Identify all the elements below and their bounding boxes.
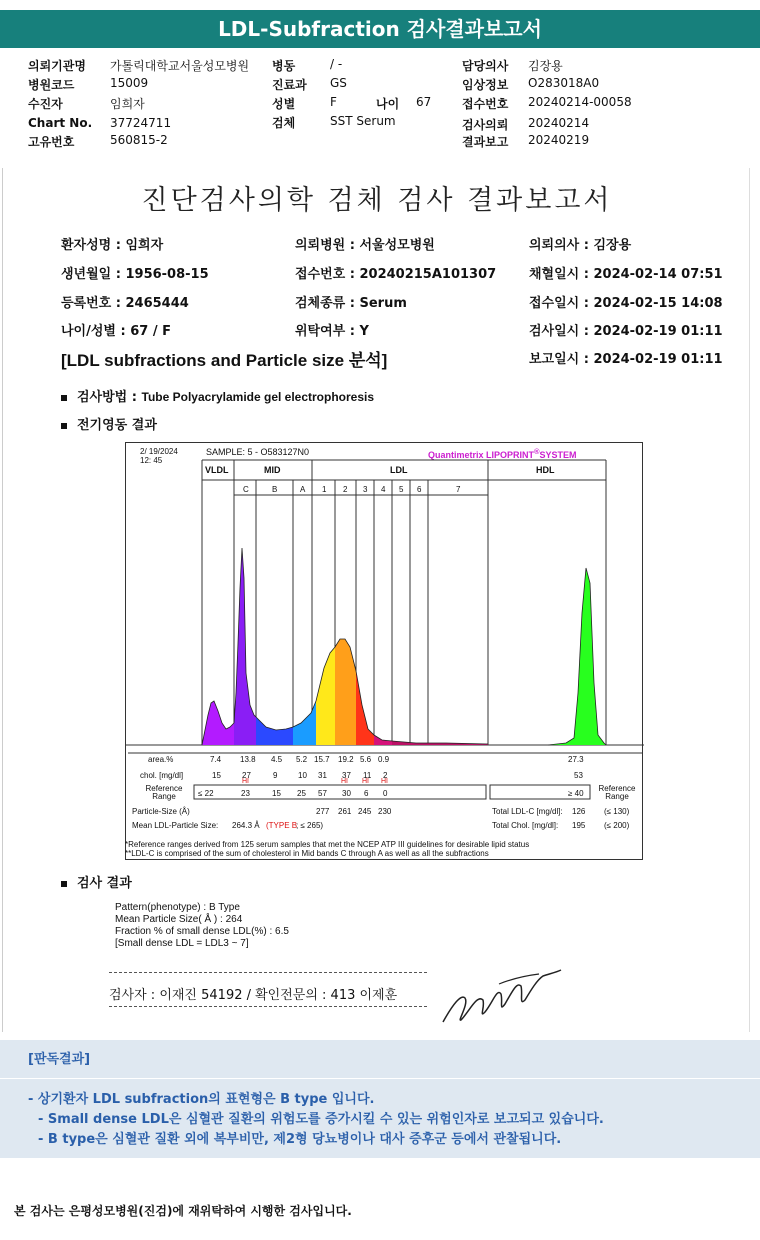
interpretation-line: - 상기환자 LDL subfraction의 표현형은 B type 입니다. — [28, 1092, 375, 1107]
lp-area-value: 0.9 — [378, 755, 390, 764]
method-value: Tube Polyacrylamide gel electrophoresis — [141, 390, 375, 404]
lp-area-value: 4.5 — [271, 755, 283, 764]
lp-ref-value: 30 — [342, 789, 351, 798]
info-specimen: 검체종류 : Serum — [295, 296, 407, 311]
info-collected: 채혈일시 : 2024-02-14 07:51 — [529, 267, 723, 282]
method-row — [61, 386, 374, 405]
lp-mean-limit: ; ≤ 265) — [296, 821, 324, 830]
result-line: Pattern(phenotype) : B Type — [115, 902, 240, 913]
info-registration: 등록번호 : 2465444 — [61, 296, 189, 311]
divider — [109, 972, 427, 973]
lp-row-chol-label: chol. [mg/dl] — [140, 771, 184, 780]
lp-ref-right-label: Reference Range — [598, 784, 636, 801]
lp-row-area-label: area.% — [148, 755, 174, 764]
lp-band: A — [300, 485, 306, 494]
result-line: Fraction % of small dense LDL(%) : 6.5 — [115, 926, 289, 937]
info-age-sex: 나이/성별 : 67 / F — [61, 324, 172, 339]
header-value: 560815-2 — [110, 133, 168, 147]
info-tested: 검사일시 : 2024-02-19 01:11 — [529, 324, 723, 339]
header-label: 담당의사 — [462, 59, 509, 73]
header-label: 진료과 — [272, 78, 307, 92]
lp-chol-value: 15 — [212, 771, 221, 780]
header-label: 임상정보 — [462, 78, 509, 92]
info-hospital: 의뢰병원 : 서울성모병원 — [295, 238, 435, 253]
lp-area-value: 27.3 — [568, 755, 584, 764]
lipoprint-notes — [125, 840, 529, 858]
lp-total-ldl-ref: (≤ 130) — [604, 807, 630, 816]
info-doctor: 의뢰의사 : 김장용 — [529, 238, 632, 253]
note-line: **LDL-C is comprised of the sum of cholesterol in Mid bands C through A as well as all the subfractions — [125, 849, 489, 858]
divider — [109, 1006, 427, 1007]
results-block — [115, 902, 289, 950]
lp-group-hdl: HDL — [536, 465, 555, 475]
peak-mid-c — [234, 548, 256, 745]
lp-group-vldl: VLDL — [205, 465, 229, 475]
lp-row-mean-label: Mean LDL-Particle Size: — [132, 821, 219, 830]
lp-ref-value: 25 — [297, 789, 306, 798]
lp-band: C — [243, 485, 249, 494]
lp-ref-value: 6 — [364, 789, 369, 798]
lp-ref-value: 57 — [318, 789, 327, 798]
interpretation-panel — [0, 1040, 760, 1158]
header-label: 고유번호 — [28, 135, 75, 149]
info-accession: 접수번호 : 20240215A101307 — [295, 267, 497, 282]
footer-note: 본 검사는 은평성모병원(진검)에 재위탁하여 시행한 검사입니다. — [14, 1204, 352, 1218]
header-value: O283018A0 — [528, 76, 600, 90]
lp-chol-value: 2 — [383, 771, 388, 780]
header-label: 수진자 — [28, 97, 63, 111]
lp-hi-flag: HI — [381, 778, 388, 785]
lp-size-value: 277 — [316, 807, 330, 816]
peak-mid-a — [293, 701, 316, 745]
lp-total-chol-ref: (≤ 200) — [604, 821, 630, 830]
lp-total-ldl-label: Total LDL-C [mg/dl]: — [492, 807, 563, 816]
interpretation-heading: [판독결과] — [28, 1052, 91, 1067]
method-label: 검사방법 : — [77, 390, 137, 405]
header-value: 15009 — [110, 76, 149, 90]
header-value: 20240214 — [528, 116, 590, 130]
lp-total-chol-label: Total Chol. [mg/dl]: — [492, 821, 559, 830]
header-value: 김장용 — [528, 59, 563, 73]
peak-ldl1 — [316, 647, 335, 745]
report-heading: 진단검사의학 검체 검사 결과보고서 — [141, 185, 613, 216]
lp-chol-value: 27 — [242, 771, 251, 780]
peak-ldl2 — [335, 639, 356, 745]
header-value: GS — [330, 76, 347, 90]
lp-band: 6 — [417, 485, 422, 494]
header-value: 67 — [416, 95, 432, 109]
lp-chol-value: 53 — [574, 771, 583, 780]
order-header — [0, 55, 760, 150]
lp-band: B — [272, 485, 278, 494]
bullet-icon — [61, 881, 67, 887]
header-label: 병동 — [272, 59, 296, 73]
header-label: 접수번호 — [462, 97, 509, 111]
lp-mean-value: 264.3 Å — [232, 821, 260, 830]
bullet-icon — [61, 395, 67, 401]
lp-total-chol-value: 195 — [572, 821, 586, 830]
lp-mean-type: (TYPE B — [266, 821, 298, 830]
lp-group-ldl: LDL — [390, 465, 408, 475]
result-label: 검사 결과 — [77, 876, 132, 891]
lp-sample: SAMPLE: 5 - O583127N0 — [206, 447, 310, 457]
lp-area-value: 5.2 — [296, 755, 308, 764]
result-row — [61, 872, 132, 891]
lp-chol-value: 37 — [342, 771, 351, 780]
lp-row-ref-label: Reference Range — [145, 784, 183, 801]
lp-area-value: 13.8 — [240, 755, 256, 764]
lp-band: 5 — [399, 485, 404, 494]
interpretation-line: - B type은 심혈관 질환 외에 복부비만, 제2형 당뇨병이나 대사 증후군 등에서 관찰됩니다. — [38, 1132, 562, 1147]
lipoprint-figure — [125, 442, 643, 860]
header-label: 의뢰기관명 — [28, 59, 86, 73]
info-patient-name: 환자성명 : 임희자 — [61, 238, 164, 253]
lp-chol-value: 9 — [273, 771, 278, 780]
lp-area-value: 19.2 — [338, 755, 354, 764]
interpretation-line: - Small dense LDL은 심혈관 질환의 위험도를 증가시킬 수 있는 위험인자로 보고되고 있습니다. — [38, 1112, 604, 1127]
lp-ref-value: ≤ 22 — [198, 789, 214, 798]
lp-chol-value: 10 — [298, 771, 307, 780]
header-value: F — [330, 95, 337, 109]
lp-brand: Quantimetrix LIPOPRINT®SYSTEM — [428, 447, 577, 460]
lp-row-size-label: Particle-Size (Å) — [132, 807, 190, 816]
lp-area-value: 7.4 — [210, 755, 222, 764]
header-label: Chart No. — [28, 116, 93, 130]
info-birthdate: 생년월일 : 1956-08-15 — [61, 267, 209, 282]
signature-text: 검사자 : 이재진 54192 / 확인전문의 : 413 이제훈 — [109, 988, 398, 1003]
header-label: 병원코드 — [28, 78, 75, 92]
lp-band: 7 — [456, 485, 461, 494]
lp-date: 2/ 19/2024 — [140, 447, 178, 456]
lp-ref-value: 23 — [241, 789, 250, 798]
result-line: Mean Particle Size( Å ) : 264 — [115, 914, 243, 925]
divider — [0, 1078, 760, 1079]
lp-hi-flag: HI — [242, 778, 249, 785]
lp-graph-svg — [126, 443, 644, 861]
lp-group-mid: MID — [264, 465, 281, 475]
lp-chol-value: 31 — [318, 771, 327, 780]
header-value: 20240219 — [528, 133, 590, 147]
lp-ref-value: ≥ 40 — [568, 789, 584, 798]
report-title-bar: LDL-Subfraction 검사결과보고서 — [0, 10, 760, 48]
lp-size-value: 245 — [358, 807, 372, 816]
lp-ref-value: 15 — [272, 789, 281, 798]
lp-hi-flag: HI — [362, 778, 369, 785]
info-received: 접수일시 : 2024-02-15 14:08 — [529, 296, 723, 311]
lp-area-value: 5.6 — [360, 755, 372, 764]
scanned-report — [2, 168, 750, 1032]
lp-hi-flag: HI — [341, 778, 348, 785]
header-value: / - — [330, 57, 343, 71]
info-reported: 보고일시 : 2024-02-19 01:11 — [529, 352, 723, 367]
lp-time: 12: 45 — [140, 456, 163, 465]
header-label: 나이 — [376, 97, 400, 111]
lp-band: 1 — [322, 485, 327, 494]
peak-hdl — [548, 568, 606, 745]
header-label: 검체 — [272, 116, 296, 130]
lp-band: 3 — [363, 485, 368, 494]
lp-area-value: 15.7 — [314, 755, 330, 764]
lp-chol-value: 11 — [363, 771, 372, 780]
lp-total-ldl-value: 126 — [572, 807, 586, 816]
info-referral: 위탁여부 : Y — [295, 324, 369, 339]
signature-scribble — [439, 964, 565, 1030]
lp-band: 4 — [381, 485, 386, 494]
header-value: SST Serum — [330, 114, 396, 128]
section-title: [LDL subfractions and Particle size 분석] — [61, 351, 388, 370]
peak-mid-b — [256, 717, 293, 745]
note-line: *Reference ranges derived from 125 serum samples that met the NCEP ATP III guidelines for desirable lipid status — [125, 840, 530, 849]
header-label: 성별 — [272, 97, 296, 111]
header-value: 37724711 — [110, 116, 172, 130]
header-value: 임희자 — [110, 97, 145, 111]
peak-ldl3 — [356, 671, 374, 745]
lp-ref-value: 0 — [383, 789, 388, 798]
lp-size-value: 261 — [338, 807, 352, 816]
header-value: 20240214-00058 — [528, 95, 632, 109]
header-label: 검사의뢰 — [462, 118, 509, 132]
bullet-icon — [61, 423, 67, 429]
lp-band: 2 — [343, 485, 348, 494]
electro-label: 전기영동 결과 — [77, 418, 157, 433]
header-value: 가톨릭대학교서울성모병원 — [110, 59, 250, 73]
header-label: 결과보고 — [462, 135, 509, 149]
electro-row — [61, 414, 157, 433]
lp-size-value: 230 — [378, 807, 392, 816]
result-line: [Small dense LDL = LDL3 ~ 7] — [115, 938, 249, 949]
